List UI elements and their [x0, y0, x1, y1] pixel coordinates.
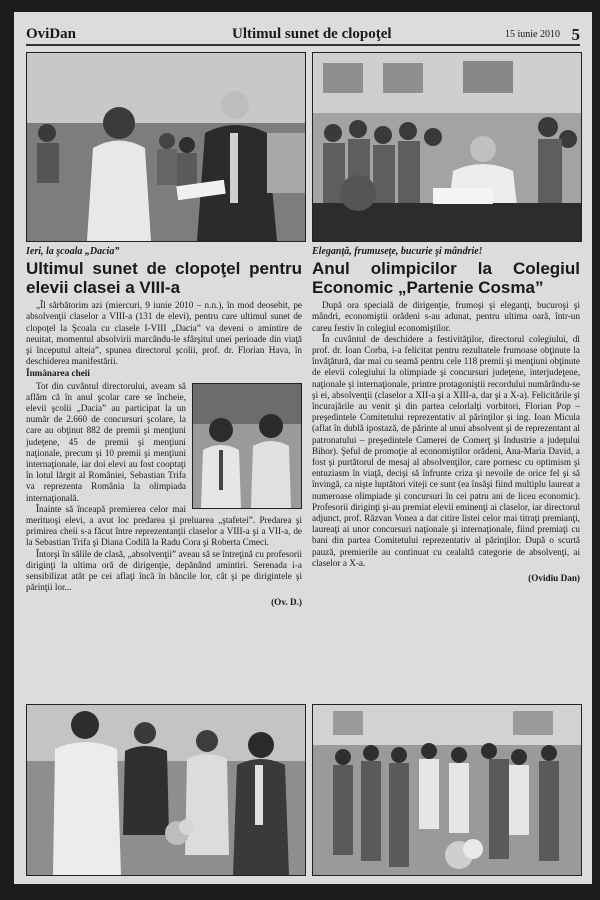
article-dacia — [26, 246, 302, 698]
publication-name: OviDan — [26, 26, 77, 42]
masthead — [26, 26, 580, 46]
article-subhead: Înmânarea cheii — [26, 368, 90, 379]
article-paragraph: După ora specială de dirigenţie, frumoşi şi eleganţi, bucuroşi şi mândri, economiştii orădeni s-au adunat, pentru ultima oară, într-un careu festiv în colegiul economiştilor. — [312, 300, 580, 333]
page-section-title: Ultimul sunet de clopoţel — [232, 26, 392, 42]
article-paragraph: „Îl sărbătorim azi (miercuri, 9 iunie 2010 – n.n.), în mod deosebit, pe absolvenţii claselor a VIII-a (131 de elevi), pentru care ultimul sunet de clopoţel la Şcoala cu clasele I-VIII „Dacia” va deveni o amintire de neuitat, momentul absolvirii marcându-le sfârşitul unei perioade din viaţă şi începutul alteia”, spunea directorul şcolii, prof. dr. Florian Hava, în deschiderea manifestării. — [26, 300, 302, 367]
article-paragraph: În cuvântul de deschidere a festivităţilor, directorul colegiului, dl prof. dr. Ioan Corba, i-a felicitat pentru rezultatele frumoase obţinute la învăţătură, dar mai cu seamă pentru cele 118 premii şi menţiuni obţinute de elevii colegiului la olimpiade şi concursuri judeţene, interjudeţene, naţionale şi internaţionale, printre protagoniştii recordului numărându-se şi ei, absolvenţii (claselor a XII-a şi a XIII-a, dar şi a X-a). Felicitările şi încurajările au venit şi din partea celorlalţi vorbitori, Florian Pop – preşedintele Comitetului reprezentativ al părinţilor şi ing. Ioan Micula (aflat în dublă ipostază, de părinte al unui absolvent şi de reprezentant al patronatului – preşedintele Camerei de Comerţ şi Industrie a judeţului Bihor). Şeful de promoţie al economiştilor orădeni, Ana-Maria David, a fost şi purtătorul de mesaj al absolvenţilor, care pornesc cu optimism şi entuziasm în viaţă, decişi să înfrunte criza şi nevoile de orice fel şi să învingă, ca nişte luptători viteji ce sunt (ea însăşi fiind multiplu laureat a numeroase olimpiade şi concursuri în cei patru ani de liceu economic). Profesorii diriginţi şi-au premiat elevii eminenţi ai claselor, iar directorul adjunct, prof. Răzvan Vonea a dat citire listei celor mai titraţi premianţi, laureaţi ai unor concursuri naţionale şi internaţionale, fiind premiaţi cu bani din partea Comitetului reprezentativ al părinţilor. După o scurtă pauză, premierile au continuat cu cealaltă categorie de absolvenţi, ai claselor a X-a. — [312, 333, 580, 568]
article-paragraph: Înainte să înceapă premierea celor mai merituoşi elevi, a avut loc predarea şi preluarea „ştafetei”. Predarea şi primirea cheii s-a făcut între reprezentanţii claselor a VIII-a şi a VII-a, de la Sebastian Trifa şi Diana Codilă la Radu Cora şi Roberta Cmeci. — [26, 503, 302, 548]
article-paragraph: Tot din cuvântul directorului, aveam să aflăm că în anul şcolar care se încheie, elevii şcolii „Dacia” au participat la un număr de 2.660 de concursuri şcolare, la care au obţinut 882 de premii şi menţiuni judeţene, 45 de premii şi menţiuni naţionale, precum şi 10 premii şi menţiuni internaţionale, iar doi elevi au fost cooptaţi în lotul lărgit al României, Sebastian Trifa va reprezenta România la olimpiada internaţională. — [26, 380, 186, 503]
photo-graduates-group — [312, 704, 582, 876]
newspaper-page — [14, 12, 592, 884]
masthead-rule — [26, 44, 580, 46]
photo-ceremony-audience — [312, 52, 582, 242]
photo-graduates-girls — [192, 383, 302, 509]
article-kicker: Eleganţă, frumuseţe, bucurie şi mândrie! — [312, 246, 483, 257]
article-headline: Ultimul sunet de clopoţel pentru elevii clasei a VIII-a — [26, 259, 302, 298]
article-paragraph: Întorşi în sălile de clasă, „absolvenţii” aveau să se întreţină cu profesorii diriginţi la ultima oră de dirigenţie, depănând amintiri. Serenada i-a sensibilizat atât pe cei aflaţi încă în băncile lor, cât şi pe dirigintele şi părinţii lor... — [26, 548, 302, 593]
article-partenie-cosma — [312, 246, 580, 698]
article-kicker: Ieri, la şcoala „Dacia” — [26, 246, 120, 257]
article-signature: (Ov. D.) — [271, 597, 302, 608]
photo-award-handover — [26, 52, 306, 242]
article-headline: Anul olimpicilor la Colegiul Economic „Partenie Cosma” — [312, 259, 580, 298]
article-signature: (Ovidiu Dan) — [528, 573, 580, 584]
page-number: 5 — [571, 25, 580, 44]
photo-students-flowers — [26, 704, 306, 876]
issue-date: 15 iunie 2010 — [505, 29, 560, 40]
